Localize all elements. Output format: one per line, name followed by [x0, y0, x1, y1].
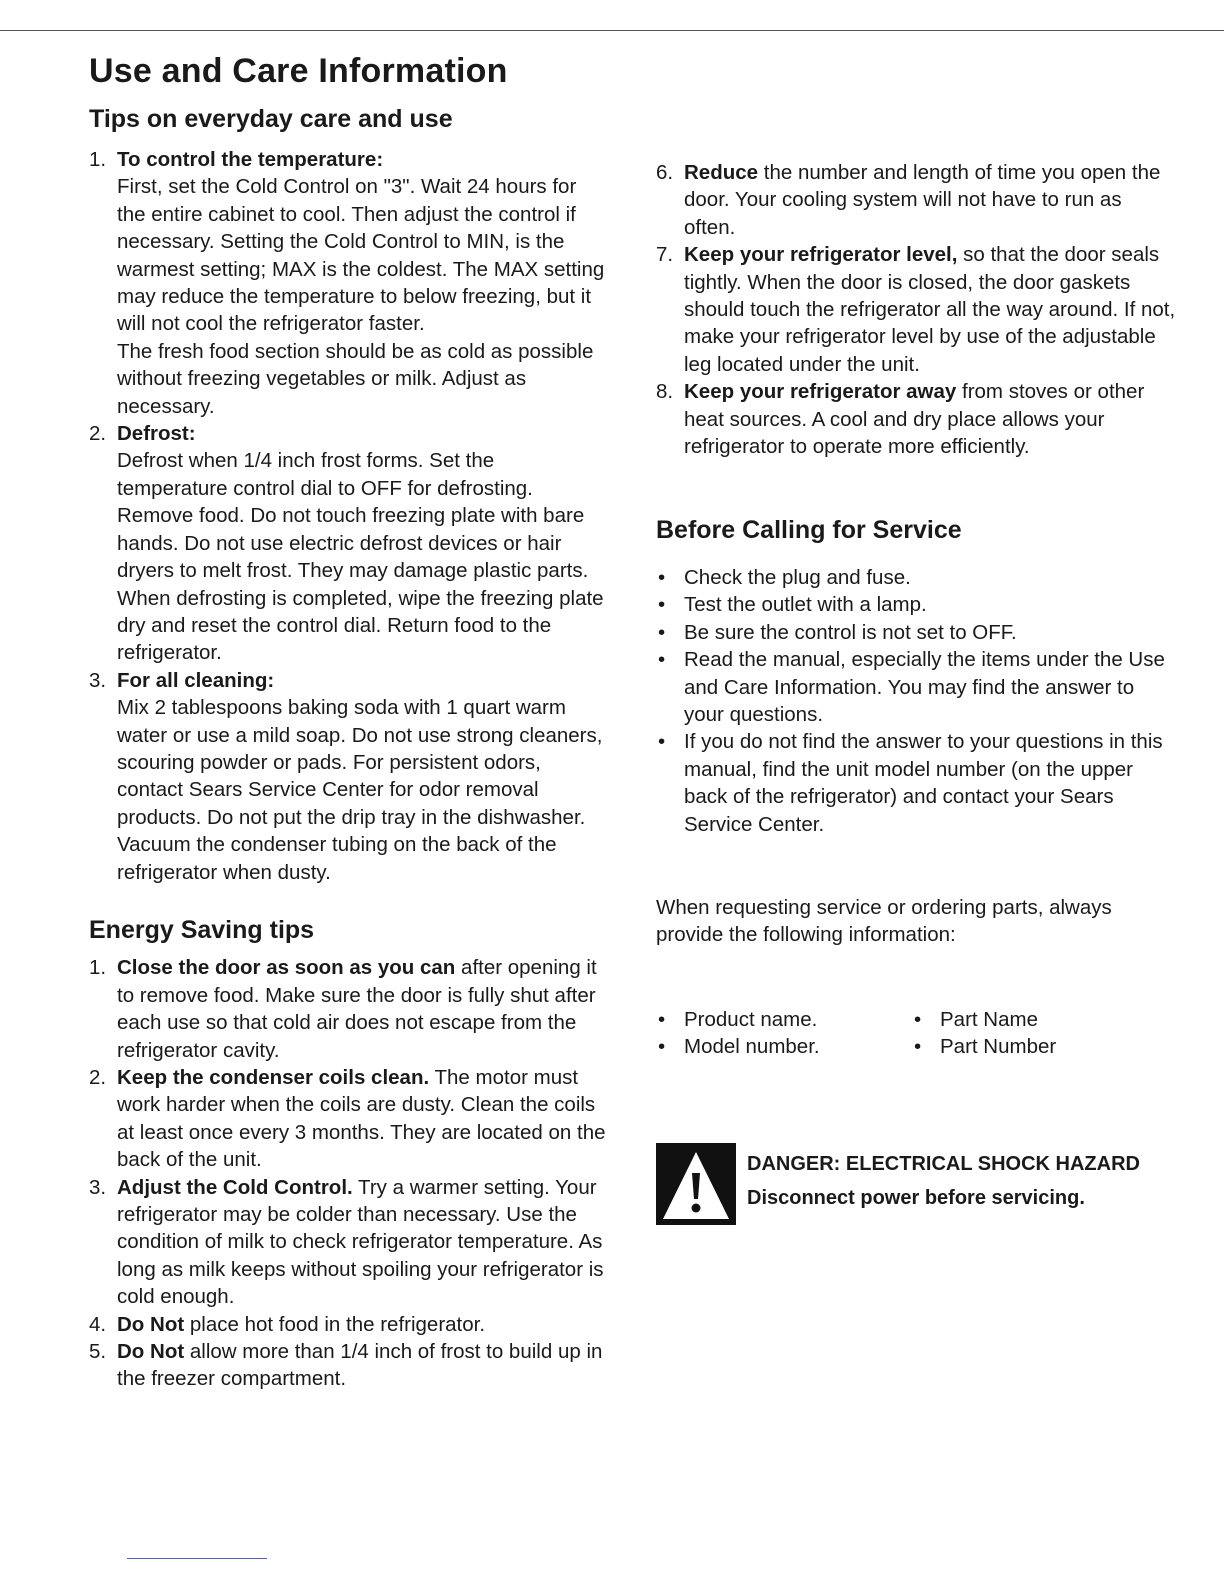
item-heading: Adjust the Cold Control.: [117, 1175, 353, 1199]
bullet-dot: •: [658, 593, 666, 617]
item-number: 2.: [89, 422, 107, 446]
page-title: Use and Care Information: [89, 52, 508, 90]
item-number: 1.: [89, 956, 107, 980]
left-column: [89, 146, 609, 1393]
item-heading: Do Not: [117, 1340, 185, 1364]
info-item-part-name: • Part Name: [912, 1006, 1172, 1033]
info-item-model-number: • Model number.: [656, 1033, 912, 1060]
tips-item-temperature: [89, 146, 609, 420]
info-item-part-number: • Part Number: [912, 1033, 1172, 1060]
item-number: 3.: [89, 1175, 107, 1199]
bullet-dot: •: [658, 1035, 666, 1059]
item-number: 5.: [89, 1340, 107, 1364]
item-text: so that the door seals tightly. When the door is closed, the door gaskets should touch the refrigerator all the way around. If not, make your refrigerator level by use of the adjustable leg located under the unit.: [684, 243, 1176, 376]
energy-list-left: [89, 954, 609, 1393]
warning-triangle-icon: [656, 1143, 736, 1225]
item-text: from stoves or other heat sources. A cool and dry place allows your refrigerator to operate more efficiently.: [684, 380, 1145, 459]
bullet-dot: •: [658, 730, 666, 754]
service-heading: Before Calling for Service: [656, 516, 962, 545]
energy-item: [656, 159, 1176, 241]
item-text: place hot food in the refrigerator.: [184, 1312, 486, 1336]
tips-heading: Tips on everyday care and use: [89, 105, 453, 133]
danger-title: DANGER: ELECTRICAL SHOCK HAZARD: [747, 1153, 1140, 1175]
item-paragraph: First, set the Cold Control on "3". Wait 24 hours for the entire cabinet to cool. Then adjust the control if necessary. Setting the Cold Control to MIN, is the warmest setting; MAX is the coldest. The MAX setting may reduce the temperature to below freezing, but it will not cool the refrigerator faster.: [117, 175, 605, 336]
bullet-text: Check the plug and fuse.: [684, 565, 911, 589]
item-number: 2.: [89, 1066, 107, 1089]
danger-instruction: Disconnect power before servicing.: [747, 1187, 1085, 1209]
energy-item: [89, 1174, 609, 1311]
item-text: after opening it to remove food. Make sure the door is fully shut after each use so that cold air does not escape from the refrigerator cavity.: [117, 956, 597, 1062]
item-number: 3.: [89, 668, 107, 692]
service-bullet-item: [656, 728, 1176, 838]
bullet-dot: •: [914, 1008, 922, 1031]
item-paragraph: Defrost when 1/4 inch frost forms. Set the temperature control dial to OFF for defrosting. Remove food. Do not touch freezing plate with bare hands. Do not use electric defrost devices or hair dryers to melt frost. They may damage plastic parts.: [117, 449, 589, 583]
bullet-dot: •: [658, 648, 666, 672]
item-number: 7.: [656, 243, 674, 267]
service-checklist: [656, 564, 1176, 838]
bullet-dot: •: [658, 565, 666, 589]
tips-item-defrost: [89, 420, 609, 667]
item-paragraph: Mix 2 tablespoons baking soda with 1 quart warm water or use a mild soap. Do not use strong cleaners, scouring powder or pads. For persistent odors, contact Sears Service Center for odor removal products. Do not put the drip tray in the dishwasher. Vacuum the condenser tubing on the back of the refrigerator when dusty.: [117, 696, 603, 884]
required-info-list: [656, 1006, 1176, 1061]
item-heading: Do Not: [117, 1312, 185, 1336]
service-bullet-item: [656, 564, 1176, 591]
right-column: [656, 159, 1176, 949]
energy-item: [89, 1338, 609, 1393]
energy-item: [89, 1064, 609, 1174]
item-heading: Close the door as soon as you can: [117, 956, 456, 980]
bullet-text: Test the outlet with a lamp.: [684, 593, 927, 617]
item-paragraph: When defrosting is completed, wipe the freezing plate dry and reset the control dial. Return food to the refrigerator.: [117, 586, 604, 665]
item-heading: To control the temperature:: [117, 148, 384, 171]
info-item-product-name: • Product name.: [656, 1006, 912, 1033]
tips-item-cleaning: [89, 667, 609, 886]
item-heading: Defrost:: [117, 422, 196, 446]
item-number: 6.: [656, 161, 674, 184]
danger-warning: [656, 1143, 1196, 1227]
energy-list-right: [656, 159, 1176, 460]
item-text: allow more than 1/4 inch of frost to build up in the freezer compartment.: [117, 1340, 603, 1391]
item-heading: Keep your refrigerator away: [684, 380, 957, 404]
top-divider: [0, 30, 1224, 31]
energy-heading: Energy Saving tips: [89, 915, 315, 944]
bullet-text: Be sure the control is not set to OFF.: [684, 620, 1017, 644]
item-paragraph: The fresh food section should be as cold as possible without freezing vegetables or milk. Adjust as necessary.: [117, 339, 594, 418]
item-number: 4.: [89, 1312, 107, 1336]
energy-item: [89, 954, 609, 1064]
danger-text: [747, 1147, 1140, 1215]
service-bullet-item: [656, 591, 1176, 618]
item-number: 8.: [656, 380, 674, 404]
energy-item: [656, 378, 1176, 460]
item-text: the number and length of time you open the door. Your cooling system will not have to run as often.: [684, 161, 1161, 239]
bullet-dot: •: [658, 1008, 666, 1031]
service-bullet-item: [656, 646, 1176, 728]
bottom-divider: [127, 1558, 267, 1559]
service-request-text: When requesting service or ordering parts, always provide the following information:: [656, 895, 1112, 947]
item-text: The motor must work harder when the coils are dusty. Clean the coils at least once every 3 months. They are located on the back of the unit.: [117, 1066, 606, 1172]
bullet-dot: •: [658, 620, 666, 644]
bullet-dot: •: [914, 1035, 922, 1059]
tips-list: [89, 146, 609, 886]
item-text: Try a warmer setting. Your refrigerator may be colder than necessary. Use the condition of milk to check refrigerator temperature. As long as milk keeps without spoiling your refrigerator is cold enough.: [117, 1175, 604, 1309]
item-heading: For all cleaning:: [117, 668, 275, 692]
item-heading: Keep the condenser coils clean.: [117, 1066, 430, 1089]
item-heading: Reduce: [684, 161, 759, 184]
energy-item: [656, 241, 1176, 378]
bullet-text: Read the manual, especially the items under the Use and Care Information. You may find the answer to your questions.: [684, 648, 1165, 726]
item-heading: Keep your refrigerator level,: [684, 243, 958, 267]
bullet-text: If you do not find the answer to your questions in this manual, find the unit model number (on the upper back of the refrigerator) and contact your Sears Service Center.: [684, 730, 1163, 836]
item-number: 1.: [89, 148, 107, 171]
energy-item: [89, 1311, 609, 1338]
service-bullet-item: [656, 619, 1176, 646]
